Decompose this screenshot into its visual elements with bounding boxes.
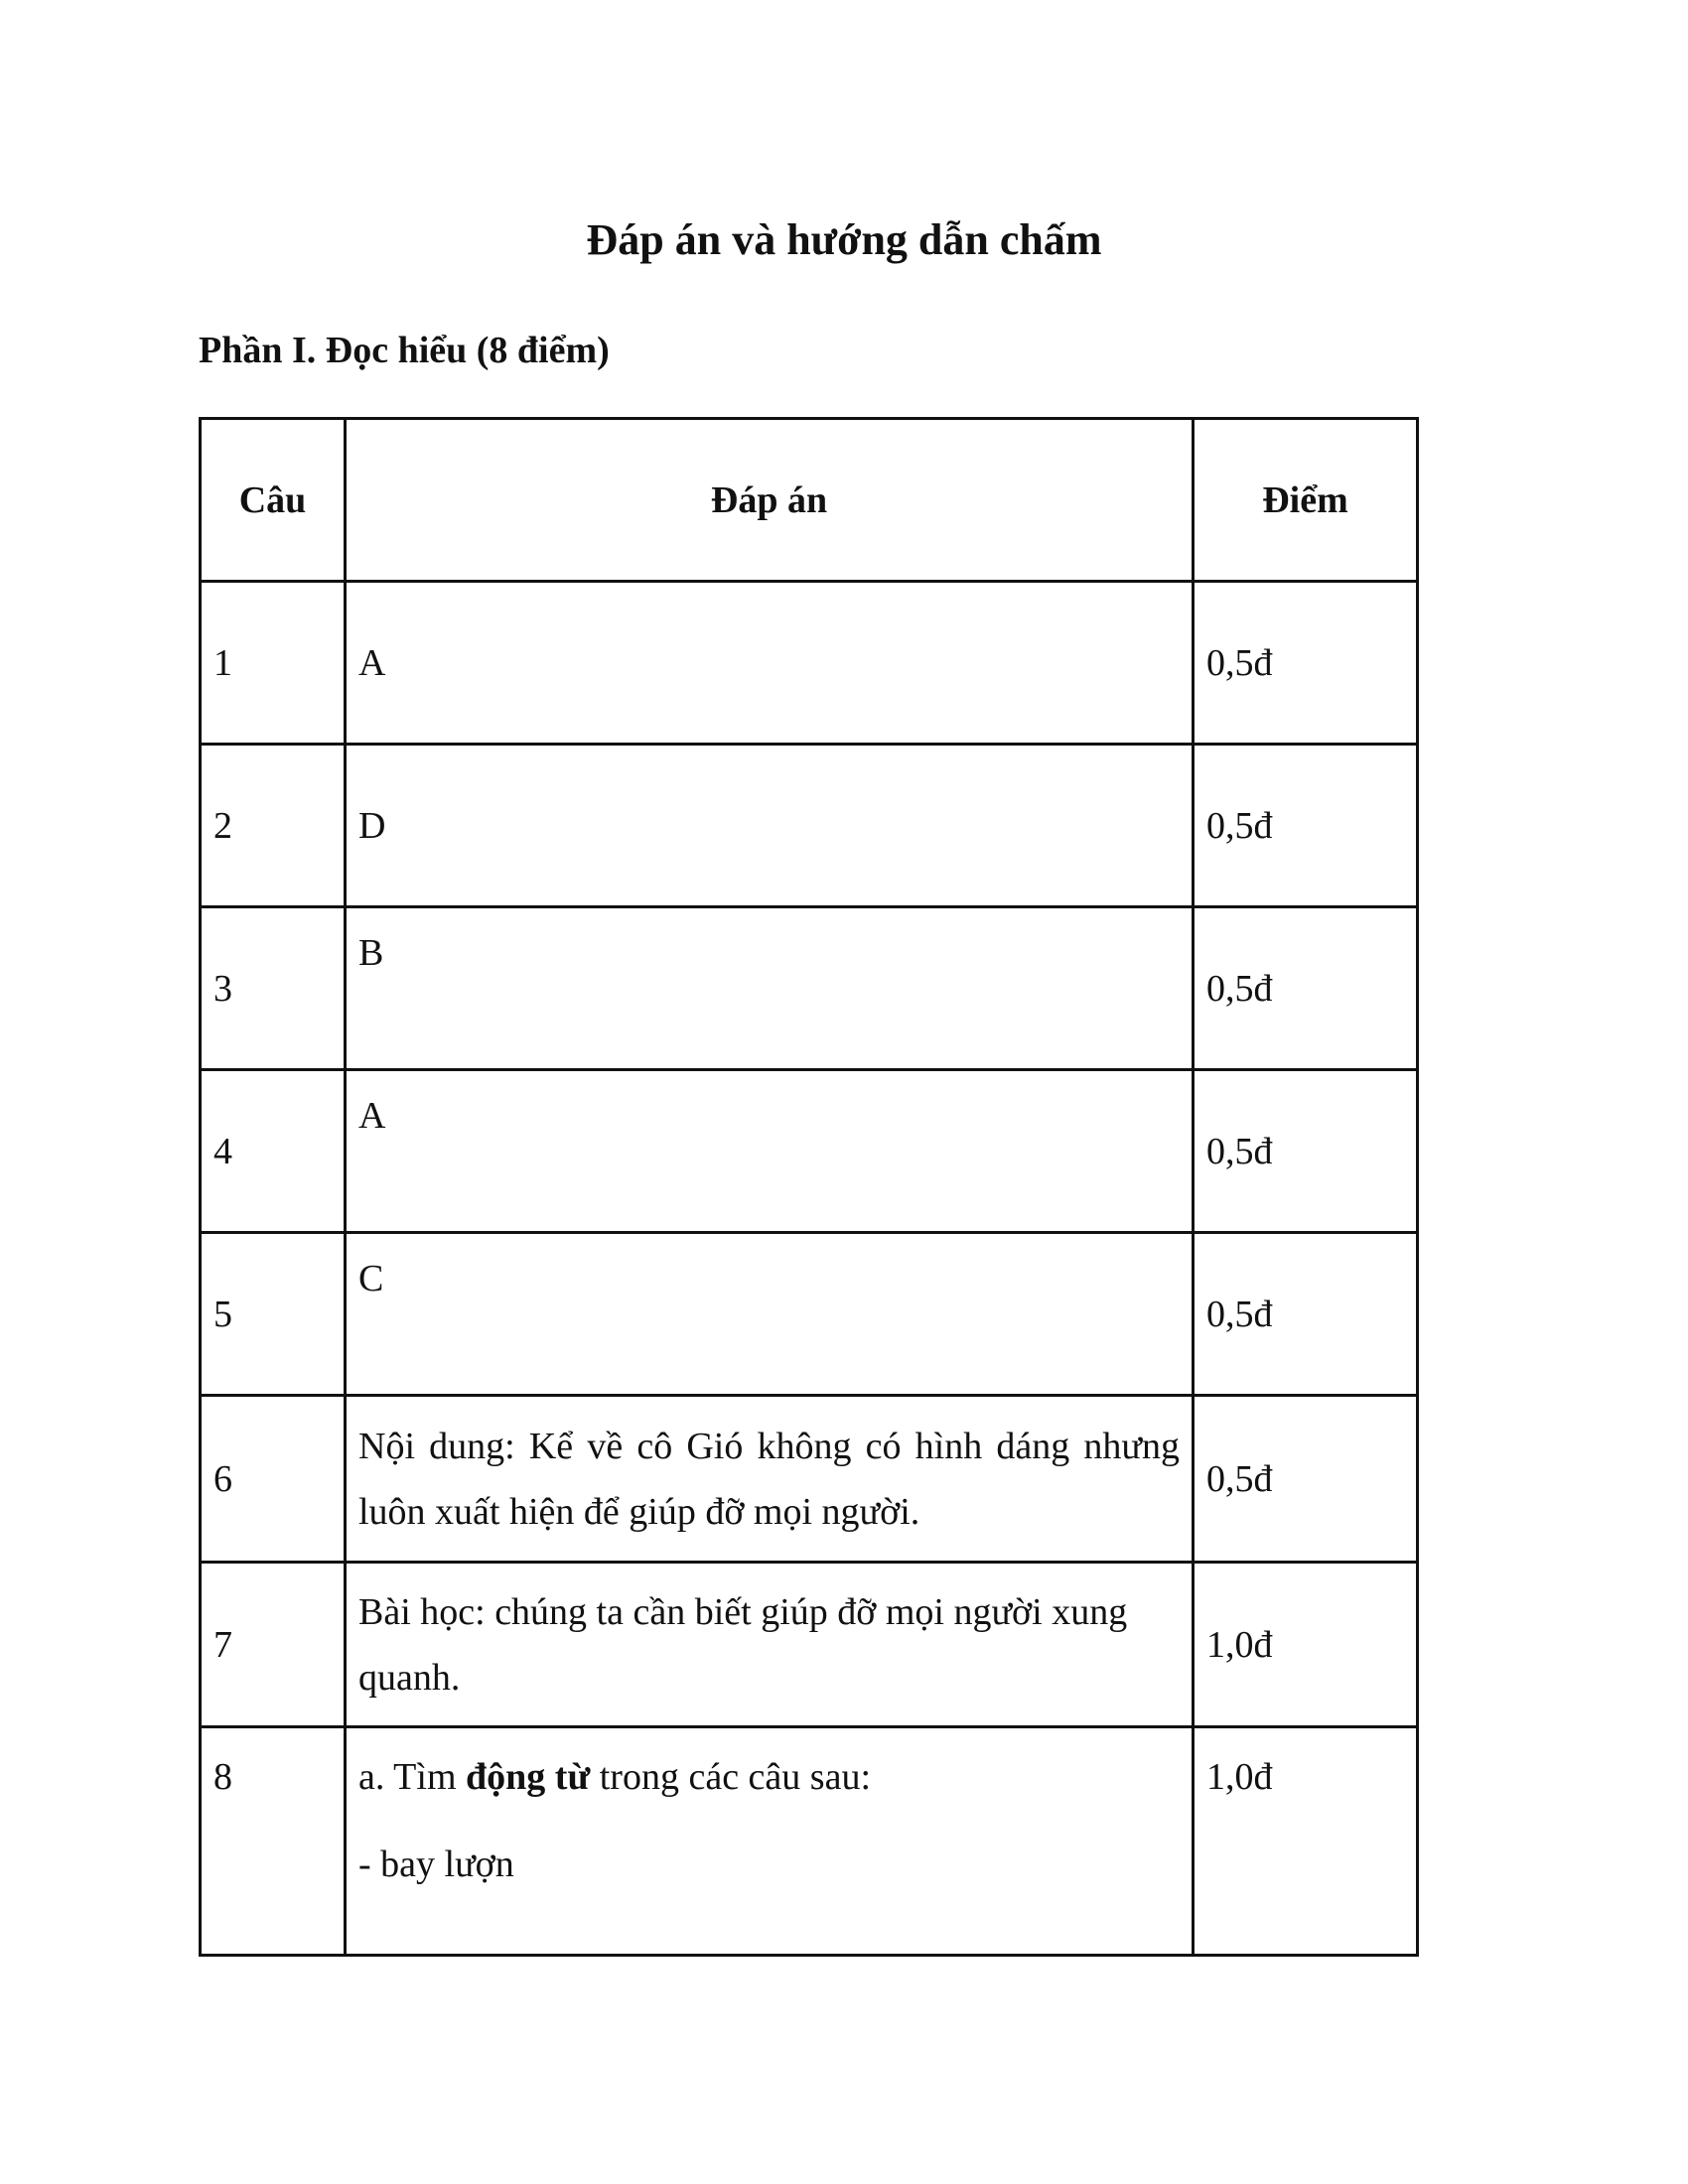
- dap-an-cell: [346, 1233, 1194, 1396]
- table-row: [201, 1563, 1418, 1727]
- table-row: [201, 1233, 1418, 1396]
- diem-cell: 0,5đ: [1194, 582, 1418, 745]
- dap-an-cell: [346, 907, 1194, 1070]
- table-row: [201, 1070, 1418, 1233]
- diem-cell: 1,0đ: [1194, 1563, 1418, 1727]
- dap-an-text: C: [358, 1257, 384, 1299]
- table-row: [201, 582, 1418, 745]
- cau-cell: 5: [201, 1233, 346, 1396]
- cau-cell: 4: [201, 1070, 346, 1233]
- diem-cell: 0,5đ: [1194, 1233, 1418, 1396]
- dap-an-cell: [346, 1070, 1194, 1233]
- answer-table: [199, 417, 1419, 1957]
- dap-an-cell: D: [346, 745, 1194, 907]
- header-diem: Điểm: [1194, 419, 1418, 582]
- dap-an-cell: [346, 1727, 1194, 1956]
- diem-cell: 0,5đ: [1194, 1396, 1418, 1563]
- cau-cell: 3: [201, 907, 346, 1070]
- table-row: [201, 907, 1418, 1070]
- dap-an-cell: Bài học: chúng ta cần biết giúp đỡ mọi người xung quanh.: [346, 1563, 1194, 1727]
- dap-an-bold: động từ: [466, 1756, 591, 1798]
- diem-cell: 0,5đ: [1194, 1070, 1418, 1233]
- diem-cell: 0,5đ: [1194, 745, 1418, 907]
- dap-an-text: B: [358, 931, 384, 974]
- table-row: [201, 1727, 1418, 1956]
- page-title: Đáp án và hướng dẫn chấm: [586, 215, 1102, 264]
- header-cau: Câu: [201, 419, 346, 582]
- dap-an-text: A: [358, 1094, 386, 1137]
- dap-an-prefix: a. Tìm: [358, 1756, 467, 1798]
- section-heading: Phần I. Đọc hiểu (8 điểm): [199, 330, 610, 371]
- dap-an-line-2: - bay lượn: [358, 1843, 514, 1885]
- dap-an-cell: A: [346, 582, 1194, 745]
- diem-text: 1,0đ: [1206, 1756, 1273, 1798]
- header-dap-an: Đáp án: [346, 419, 1194, 582]
- table-header-row: [201, 419, 1418, 582]
- table-row: [201, 1396, 1418, 1563]
- dap-an-cell: Nội dung: Kể về cô Gió không có hình dáng nhưng luôn xuất hiện để giúp đỡ mọi người.: [346, 1396, 1194, 1563]
- cau-cell: 2: [201, 745, 346, 907]
- cau-cell: 1: [201, 582, 346, 745]
- table-row: [201, 745, 1418, 907]
- dap-an-line-1: [358, 1744, 1180, 1810]
- dap-an-suffix: trong các câu sau:: [590, 1756, 872, 1798]
- cau-text: 8: [213, 1756, 232, 1798]
- cau-cell: [201, 1727, 346, 1956]
- cau-cell: 6: [201, 1396, 346, 1563]
- cau-cell: 7: [201, 1563, 346, 1727]
- diem-cell: [1194, 1727, 1418, 1956]
- diem-cell: 0,5đ: [1194, 907, 1418, 1070]
